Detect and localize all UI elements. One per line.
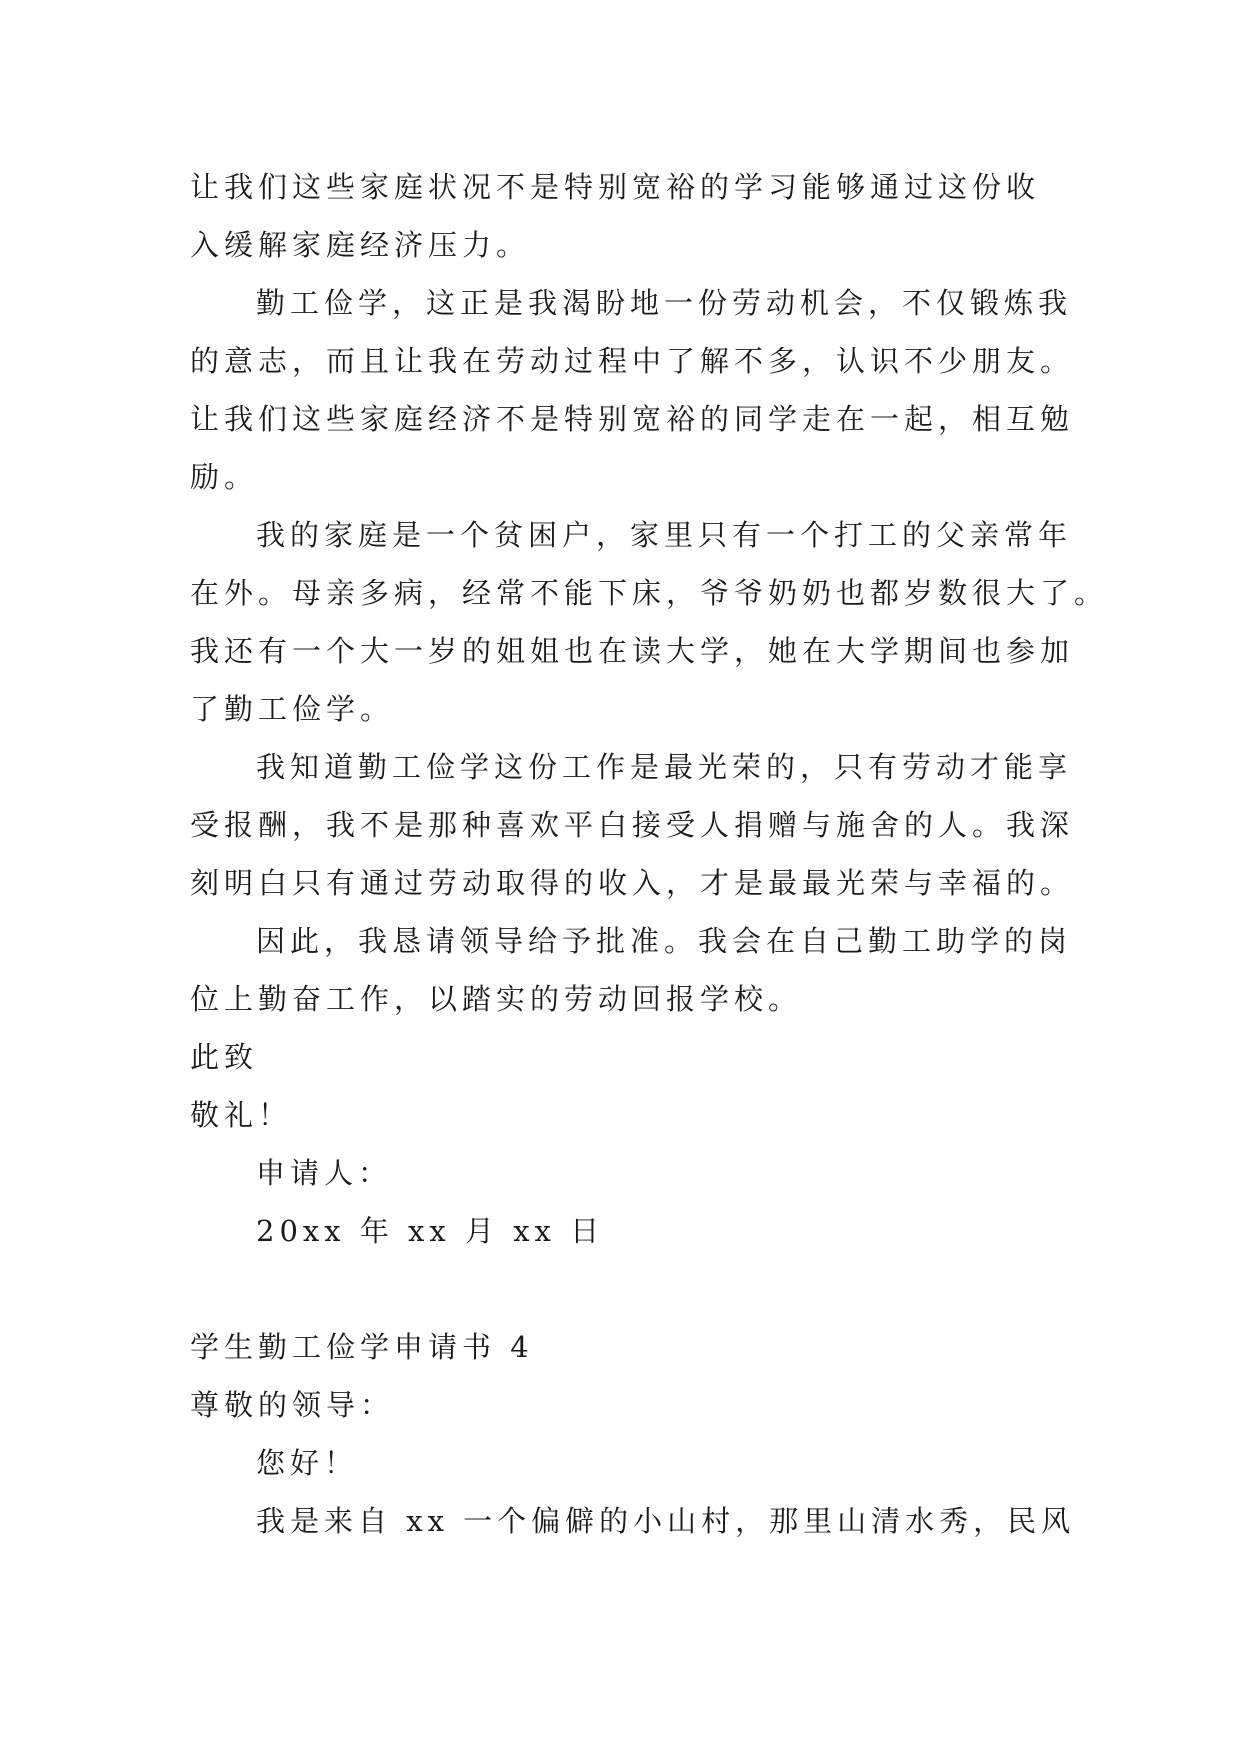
text-line: 刻明白只有通过劳动取得的收入，才是最最光荣与幸福的。 — [190, 866, 1075, 900]
text-line: 的意志，而且让我在劳动过程中了解不多，认识不少朋友。 — [190, 344, 1075, 378]
text-line: 我还有一个大一岁的姐姐也在读大学，她在大学期间也参加 — [190, 634, 1075, 668]
text-line: 因此，我恳请领导给予批准。我会在自己勤工助学的岗 — [256, 924, 1073, 958]
text-line: 了勤工俭学。 — [190, 692, 395, 726]
text-line: 我是来自 xx 一个偏僻的小山村，那里山清水秀，民风 — [256, 1504, 1076, 1538]
text-line: 入缓解家庭经济压力。 — [190, 228, 531, 262]
date-line: 20xx 年 xx 月 xx 日 — [256, 1214, 605, 1248]
applicant-label: 申请人： — [256, 1156, 393, 1190]
text-line: 勤工俭学，这正是我渴盼地一份劳动机会，不仅锻炼我 — [256, 286, 1073, 320]
text-line: 我的家庭是一个贫困户，家里只有一个打工的父亲常年 — [256, 518, 1073, 552]
closing-phrase: 此致 — [190, 1040, 259, 1074]
closing-salute: 敬礼！ — [190, 1098, 293, 1132]
text-line: 让我们这些家庭经济不是特别宽裕的同学走在一起，相互勉 — [190, 402, 1075, 436]
salutation: 尊敬的领导： — [190, 1388, 395, 1422]
text-line: 我知道勤工俭学这份工作是最光荣的，只有劳动才能享 — [256, 750, 1073, 784]
text-line: 受报酬，我不是那种喜欢平白接受人捐赠与施舍的人。我深 — [190, 808, 1075, 842]
text-line: 位上勤奋工作，以踏实的劳动回报学校。 — [190, 982, 803, 1016]
section-title: 学生勤工俭学申请书 4 — [190, 1330, 534, 1364]
text-line: 让我们这些家庭状况不是特别宽裕的学习能够通过这份收 — [190, 170, 1041, 204]
text-line: 励。 — [190, 460, 259, 494]
greeting: 您好！ — [256, 1446, 359, 1480]
text-line: 在外。母亲多病，经常不能下床，爷爷奶奶也都岁数很大了。 — [190, 576, 1109, 610]
